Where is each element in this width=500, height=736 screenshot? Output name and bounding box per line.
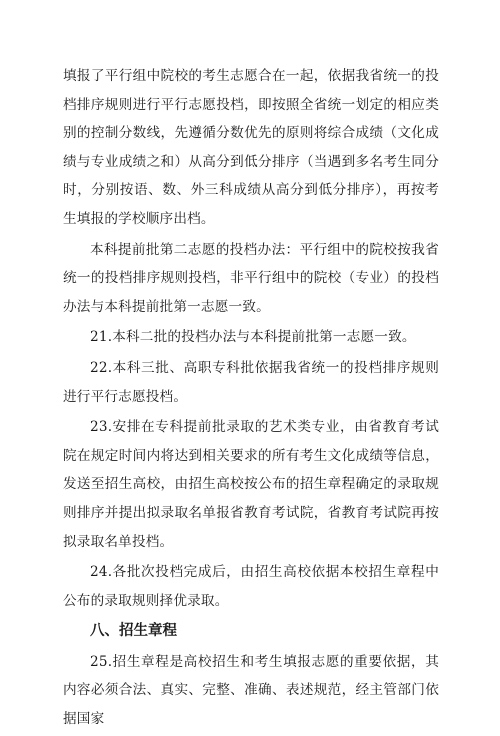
paragraph-item-23: 23.安排在专科提前批录取的艺术类专业，由省教育考试院在规定时间内将达到相关要求的所有考生文化成绩等信息，发送至招生高校，由招生高校按公布的招生章程确定的录取规则排序并提出拟录取名单报省教育考试院，省教育考试院再按拟录取名单投档。	[63, 419, 439, 550]
paragraph-item-24: 24.各批次投档完成后，由招生高校依据本校招生章程中公布的录取规则择优录取。	[63, 564, 439, 609]
paragraph-early-batch-second-choice: 本科提前批第二志愿的投档办法：平行组中的院校按我省统一的投档排序规则投档，非平行组中的院校（专业）的投档办法与本科提前批第一志愿一致。	[63, 241, 439, 315]
paragraph-item-25: 25.招生章程是高校招生和考生填报志愿的重要依据，其内容必须合法、真实、完整、准确、表述规范，经主管部门依据国家	[63, 653, 439, 728]
paragraph-parallel-admission-rule: 填报了平行组中院校的考生志愿合在一起，依据我省统一的投档排序规则进行平行志愿投档，即按照全省统一划定的相应类别的控制分数线，先遵循分数优先的原则将综合成绩（文化成绩与专业成绩之和）从高分到低分排序（当遇到多名考生同分时，分别按语、数、外三科成绩从高分到低分排序），再按考生填报的学校顺序出档。	[63, 68, 439, 227]
section-heading-admission-charter: 八、招生章程	[90, 623, 177, 640]
paragraph-item-22: 22.本科三批、高职专科批依据我省统一的投档排序规则进行平行志愿投档。	[63, 359, 439, 405]
document-page	[63, 62, 439, 736]
paragraph-item-21: 21.本科二批的投档办法与本科提前批第一志愿一致。	[90, 329, 416, 346]
